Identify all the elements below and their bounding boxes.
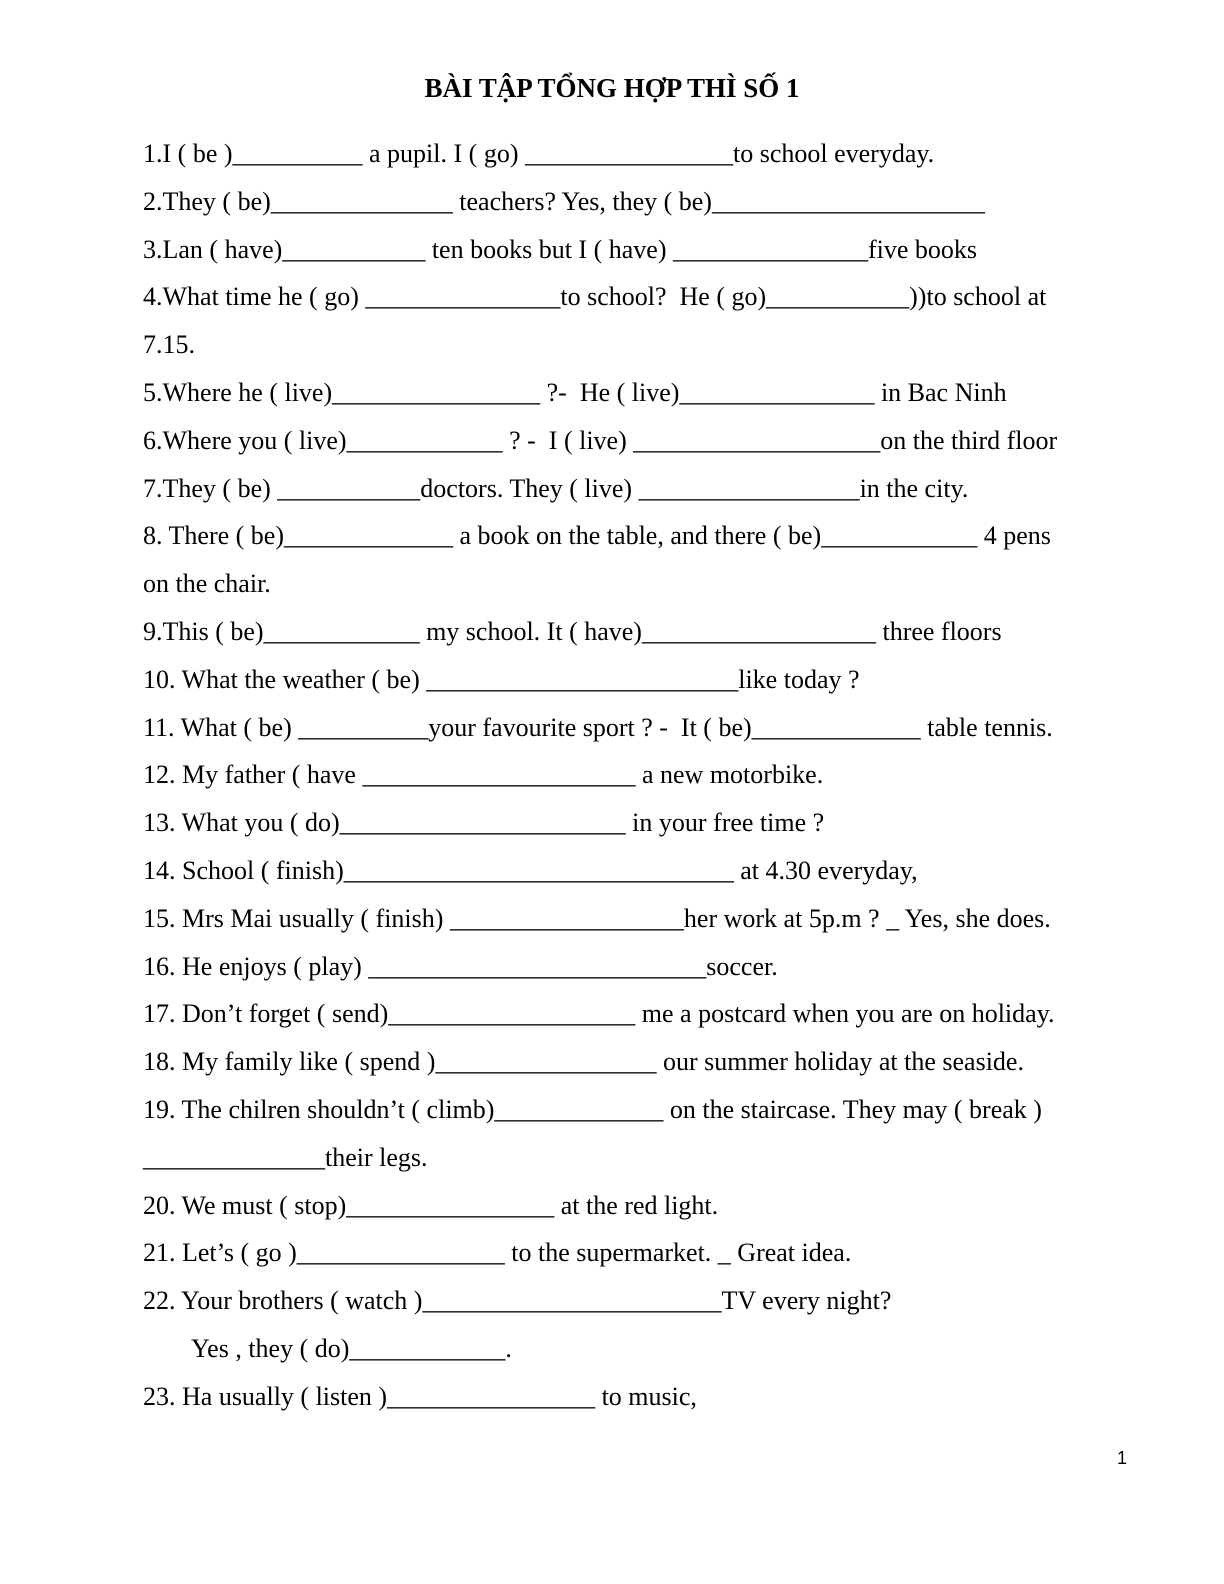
exercise-line: 4.What time he ( go) _______________to school? He ( go)___________))to school at	[143, 282, 1047, 312]
exercise-line: 16. He enjoys ( play) __________________________soccer.	[143, 951, 778, 981]
page-title: BÀI TẬP TỔNG HỢP THÌ SỐ 1	[424, 73, 800, 103]
exercise-line: 22. Your brothers ( watch )_______________________TV every night?	[143, 1286, 892, 1316]
exercise-line: 19. The chilren shouldn’t ( climb)_____________ on the staircase. They may ( break )	[143, 1094, 1042, 1124]
exercise-line: 6.Where you ( live)____________ ? - I ( live) ___________________on the third floor	[143, 425, 1058, 455]
exercise-line: 20. We must ( stop)________________ at the red light.	[143, 1190, 719, 1220]
exercise-line: 8. There ( be)_____________ a book on the table, and there ( be)____________ 4 pens	[143, 521, 1051, 551]
exercise-line: 5.Where he ( live)________________ ?- He ( live)_______________ in Bac Ninh	[143, 377, 1007, 407]
exercise-line: 12. My father ( have _____________________ a new motorbike.	[143, 760, 824, 790]
exercise-line: 11. What ( be) __________your favourite sport ? - It ( be)_____________ table tennis.	[143, 712, 1053, 742]
exercise-line: 14. School ( finish)______________________________ at 4.30 everyday,	[143, 855, 918, 885]
exercise-line-continuation: ______________their legs.	[143, 1142, 428, 1172]
exercise-line-continuation: 7.15.	[143, 330, 195, 360]
exercise-line-continuation: on the chair.	[143, 569, 271, 599]
exercise-line: 3.Lan ( have)___________ ten books but I ( have) _______________five books	[143, 234, 978, 264]
exercise-line: 13. What you ( do)______________________ in your free time ?	[143, 808, 825, 838]
exercise-list	[143, 130, 1133, 1421]
exercise-line: 23. Ha usually ( listen )________________ to music,	[143, 1381, 697, 1411]
page-number: 1	[1116, 1448, 1127, 1468]
exercise-line: 2.They ( be)______________ teachers? Yes, they ( be)_____________________	[143, 186, 985, 216]
exercise-line-answer: Yes , they ( do)____________.	[191, 1333, 512, 1363]
exercise-line: 10. What the weather ( be) ________________________like today ?	[143, 664, 860, 694]
exercise-line: 7.They ( be) ___________doctors. They ( live) _________________in the city.	[143, 473, 969, 503]
exercise-line: 17. Don’t forget ( send)___________________ me a postcard when you are on holiday.	[143, 999, 1055, 1029]
exercise-line: 15. Mrs Mai usually ( finish) __________________her work at 5p.m ? _ Yes, she does.	[143, 903, 1051, 933]
exercise-line: 21. Let’s ( go )________________ to the supermarket. _ Great idea.	[143, 1238, 852, 1268]
exercise-line: 9.This ( be)____________ my school. It ( have)__________________ three floors	[143, 616, 1002, 646]
exercise-line: 18. My family like ( spend )_________________ our summer holiday at the seaside.	[143, 1047, 1024, 1077]
exercise-line: 1.I ( be )__________ a pupil. I ( go) ________________to school everyday.	[143, 139, 935, 168]
